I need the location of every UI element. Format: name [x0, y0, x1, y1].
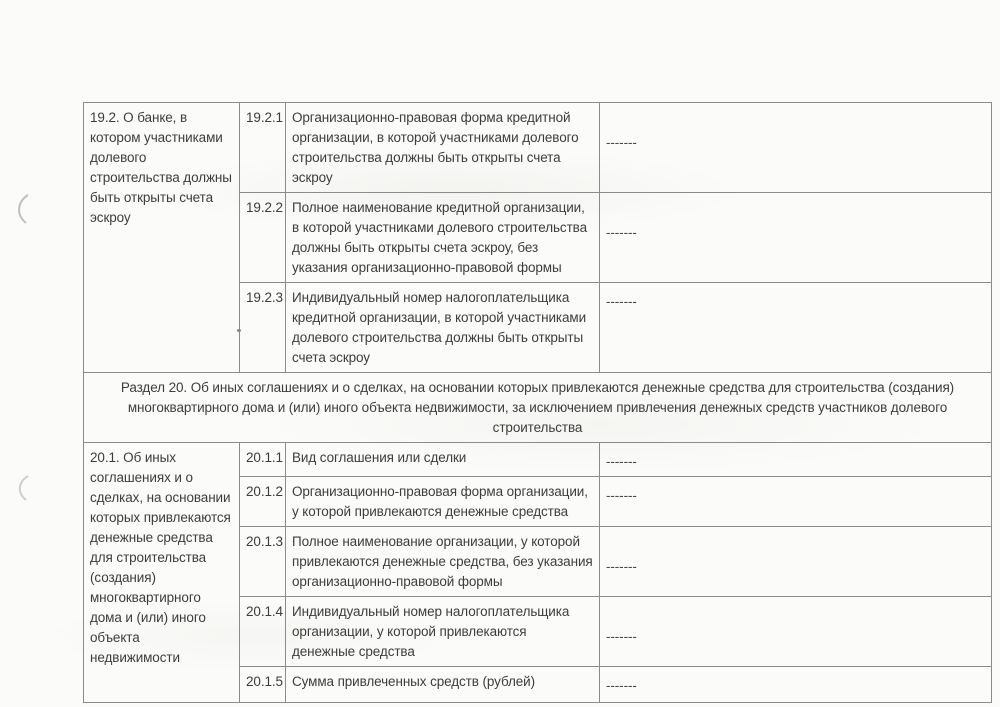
row-description: Полное наименование кредитной организации, в которой участниками долевого строительства должны быть открыты счета эскроу, без указания организационно-правовой формы — [286, 193, 600, 283]
table-row — [84, 103, 992, 193]
row-number: 19.2.3 — [240, 283, 286, 373]
row-number: 20.1.4 — [240, 597, 286, 667]
row-value: ------- — [600, 667, 992, 703]
row-value: ------- — [600, 477, 992, 527]
scan-paren-artifact — [12, 193, 36, 225]
row-value: ------- — [600, 527, 992, 597]
row-value: ------- — [600, 193, 992, 283]
row-number: 19.2.1 — [240, 103, 286, 193]
row-number: 20.1.2 — [240, 477, 286, 527]
table-row — [84, 373, 992, 443]
table-row — [84, 443, 992, 477]
row-description: Индивидуальный номер налогоплательщика кредитной организации, в которой участниками долевого строительства должны быть открыты счета эскроу — [286, 283, 600, 373]
row-value: ------- — [600, 103, 992, 193]
row-description: Индивидуальный номер налогоплательщика организации, у которой привлекаются денежные средства — [286, 597, 600, 667]
row-description: Вид соглашения или сделки — [286, 443, 600, 477]
section-header: Раздел 20. Об иных соглашениях и о сделках, на основании которых привлекаются денежные средства для строительства (создания) многоквартирного дома и (или) иного объекта недвижимости, за исключением привлечения денежных средств участников долевого строительства — [84, 373, 992, 443]
row-group-label: 20.1. Об иных соглашениях и о сделках, на основании которых привлекаются денежные средства для строительства (создания) многоквартирного дома и (или) иного объекта недвижимости — [84, 443, 240, 703]
row-group-label: 19.2. О банке, в котором участниками долевого строительства должны быть открыты счета эскроу — [84, 103, 240, 373]
declaration-table — [83, 102, 992, 703]
row-value: ------- — [600, 443, 992, 477]
row-number: 19.2.2 — [240, 193, 286, 283]
scan-paren-artifact — [13, 474, 35, 502]
row-value: ------- — [600, 597, 992, 667]
row-number: 20.1.3 — [240, 527, 286, 597]
row-description: Сумма привлеченных средств (рублей) — [286, 667, 600, 703]
row-description: Полное наименование организации, у которой привлекаются денежные средства, без указания организационно-правовой формы — [286, 527, 600, 597]
row-value: ------- — [600, 283, 992, 373]
row-description: Организационно-правовая форма организации, у которой привлекаются денежные средства — [286, 477, 600, 527]
row-description: Организационно-правовая форма кредитной организации, в которой участниками долевого строительства должны быть открыты счета эскроу — [286, 103, 600, 193]
row-number: 20.1.1 — [240, 443, 286, 477]
row-number: 20.1.5 — [240, 667, 286, 703]
